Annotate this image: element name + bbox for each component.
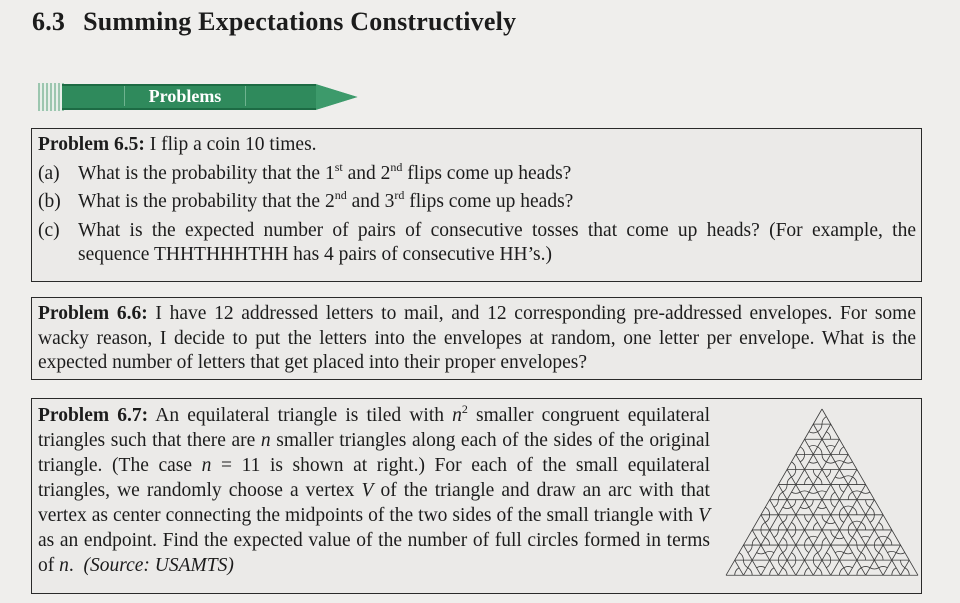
vertex-arc	[853, 491, 862, 492]
vertex-arc	[783, 515, 787, 523]
vertex-arc	[826, 469, 830, 477]
vertex-arc	[778, 560, 782, 568]
vertex-arc	[791, 530, 795, 538]
vertex-arc	[770, 568, 774, 576]
vertex-arc	[879, 536, 888, 537]
vertex-arc	[839, 568, 843, 576]
vertex-arc	[844, 476, 853, 477]
vertex-arc	[896, 553, 905, 554]
vertex-arc	[861, 567, 870, 568]
vertex-arc	[870, 507, 874, 515]
part-text: What is the expected number of pairs of consecutive tosses that come up heads? (For example, the sequence THHTHHHTHH has 4 pairs of consecutive HH’s.)	[78, 219, 916, 265]
vertex-arc	[879, 522, 883, 530]
vertex-arc	[826, 522, 835, 523]
vertex-arc	[848, 492, 852, 500]
vertex-arc	[818, 424, 822, 432]
vertex-arc	[853, 521, 862, 522]
vertex-arc	[853, 477, 857, 485]
vertex-arc	[783, 545, 787, 553]
vertex-arc	[805, 515, 809, 523]
vertex-arc	[774, 500, 778, 508]
vertex-arc	[822, 537, 826, 545]
arc-layer	[735, 417, 910, 576]
vertex-arc	[739, 553, 743, 561]
vertex-arc	[735, 568, 739, 576]
vertex-arc	[805, 477, 809, 485]
vertex-arc	[791, 560, 795, 568]
problem-text: I flip a coin 10 times.	[149, 134, 317, 155]
vertex-arc	[870, 568, 879, 569]
vertex-arc	[861, 553, 865, 561]
problem-statement	[38, 133, 916, 158]
problems-banner-label: Problems	[124, 86, 246, 106]
vertex-arc	[835, 461, 844, 462]
vertex-arc	[879, 553, 883, 561]
section-number: 6.3	[32, 7, 66, 36]
vertex-arc	[800, 507, 809, 508]
vertex-arc	[809, 500, 813, 508]
vertex-arc	[783, 568, 787, 576]
vertex-arc	[844, 462, 853, 463]
vertex-arc	[818, 507, 827, 508]
vertex-arc	[844, 567, 853, 568]
vertex-arc	[853, 507, 857, 515]
vertex-arc	[826, 553, 830, 561]
vertex-arc	[791, 553, 795, 561]
vertex-arc	[848, 530, 852, 538]
vertex-arc	[818, 545, 822, 553]
triangle-tiling-figure	[724, 405, 920, 577]
vertex-arc	[800, 447, 804, 455]
vertex-arc	[835, 551, 844, 552]
part-tag: (c)	[38, 219, 60, 241]
vertex-arc	[800, 454, 804, 462]
vertex-arc	[887, 537, 891, 545]
vertex-arc	[818, 491, 827, 492]
vertex-arc	[826, 560, 830, 568]
vertex-arc	[861, 492, 870, 493]
vertex-arc	[778, 522, 782, 530]
vertex-arc	[844, 553, 853, 554]
vertex-arc	[757, 567, 766, 568]
vertex-arc	[848, 522, 852, 530]
vertex-arc	[861, 536, 870, 537]
vertex-arc	[813, 560, 817, 568]
vertex-arc	[861, 522, 865, 530]
vertex-arc	[826, 432, 830, 440]
vertex-arc	[839, 515, 843, 523]
vertex-arc	[822, 515, 826, 523]
part-text: What is the probability that the 2nd and 3rd flips come up heads?	[78, 188, 574, 212]
vertex-arc	[783, 507, 792, 508]
vertex-arc	[791, 462, 795, 470]
problem-text: Problem 6.7: An equilateral triangle is tiled with $n^2$ smaller congruent equilateral triangles such that there are n smaller triangles along each of the sides of the original triangle. (The case n = 11 is shown at right.) For each of the small equilateral triangles, we randomly choose a vertex V of the triangle and draw an arc with that vertex as center connecting the midpoints of the two sides of the small triangle with V as an endpoint. Find the expected value of the number of full circles formed in terms of n. (Source: USAMTS)	[38, 402, 710, 576]
vertex-arc	[752, 537, 756, 545]
vertex-arc	[809, 492, 818, 493]
problem-heading: Problem 6.5:	[38, 134, 145, 155]
vertex-arc	[853, 537, 857, 545]
part-text: What is the probability that the 1st and 2nd flips come up heads?	[78, 159, 572, 184]
vertex-arc	[765, 551, 774, 552]
vertex-arc	[839, 447, 843, 455]
vertex-arc	[844, 506, 853, 507]
vertex-arc	[887, 551, 896, 552]
vertex-arc	[791, 522, 795, 530]
vertex-arc	[866, 500, 870, 508]
vertex-arc	[835, 477, 844, 478]
vertex-arc	[831, 492, 835, 500]
tiling-grid	[726, 409, 918, 575]
grid-line	[770, 500, 814, 576]
vertex-arc	[831, 530, 835, 538]
vertex-arc	[805, 545, 809, 553]
problem-source: (Source: USAMTS)	[83, 555, 234, 576]
vertex-arc	[778, 492, 782, 500]
vertex-arc	[874, 545, 878, 553]
section-title: Summing Expectations Constructively	[83, 7, 517, 36]
vertex-arc	[822, 417, 826, 425]
vertex-arc	[813, 553, 817, 561]
part-tag: (b)	[38, 191, 61, 212]
vertex-arc	[809, 432, 818, 433]
vertex-arc	[805, 568, 809, 576]
vertex-arc	[809, 536, 818, 537]
problem-heading: Problem 6.6:	[38, 303, 148, 324]
vertex-arc	[874, 537, 878, 545]
vertex-arc	[743, 560, 747, 568]
vertex-arc	[813, 469, 817, 477]
vertex-arc	[813, 522, 817, 530]
problem-text: I have 12 addressed letters to mail, and 12 corresponding pre-addressed envelopes. For some wacky reason, I decide to put the letters into the envelopes at random, one letter per envelope. What is the expected number of letters that get placed into their proper envelopes?	[38, 303, 917, 373]
problem-heading: Problem 6.7:	[38, 405, 149, 426]
vertex-arc	[757, 553, 766, 554]
vertex-arc	[818, 568, 822, 576]
vertex-arc	[818, 447, 822, 455]
vertex-arc	[765, 507, 769, 515]
problem-part-b	[38, 186, 916, 215]
grid-line	[726, 409, 822, 575]
vertex-arc	[787, 477, 791, 485]
vertex-arc	[761, 530, 765, 538]
section-heading	[32, 7, 516, 37]
grid-line	[735, 560, 744, 575]
vertex-arc	[809, 446, 818, 447]
vertex-arc	[783, 537, 787, 545]
vertex-arc	[783, 485, 787, 493]
vertex-arc	[791, 469, 795, 477]
pencil-eraser-stripes	[38, 83, 64, 111]
vertex-arc	[748, 545, 752, 553]
problem-box-6-5	[31, 128, 922, 282]
vertex-arc	[791, 492, 800, 493]
vertex-arc	[879, 567, 888, 568]
vertex-arc	[826, 446, 835, 447]
problem-box-6-7	[31, 398, 922, 594]
vertex-arc	[870, 515, 874, 523]
pencil-tip-icon	[316, 84, 358, 110]
vertex-arc	[748, 568, 752, 576]
vertex-arc	[765, 537, 769, 545]
vertex-arc	[831, 500, 835, 508]
vertex-arc	[901, 560, 905, 568]
vertex-arc	[809, 462, 818, 463]
vertex-arc	[778, 553, 782, 561]
vertex-arc	[839, 485, 843, 493]
vertex-arc	[835, 537, 844, 538]
vertex-arc	[800, 491, 809, 492]
vertex-arc	[822, 454, 826, 462]
vertex-arc	[761, 522, 765, 530]
vertex-arc	[857, 545, 861, 553]
problem-box-6-6	[31, 297, 922, 380]
vertex-arc	[892, 568, 896, 576]
vertex-arc	[818, 477, 822, 485]
vertex-arc	[857, 568, 861, 576]
grid-line	[822, 409, 918, 575]
vertex-arc	[905, 568, 909, 576]
vertex-arc	[826, 462, 835, 463]
problem-part-c	[38, 215, 916, 268]
problem-part-a	[38, 158, 916, 187]
vertex-arc	[774, 530, 778, 538]
vertex-arc	[805, 537, 809, 545]
vertex-arc	[765, 515, 769, 523]
part-tag: (a)	[38, 162, 60, 184]
vertex-arc	[839, 507, 843, 515]
problems-banner	[38, 80, 328, 114]
vertex-arc	[791, 500, 795, 508]
